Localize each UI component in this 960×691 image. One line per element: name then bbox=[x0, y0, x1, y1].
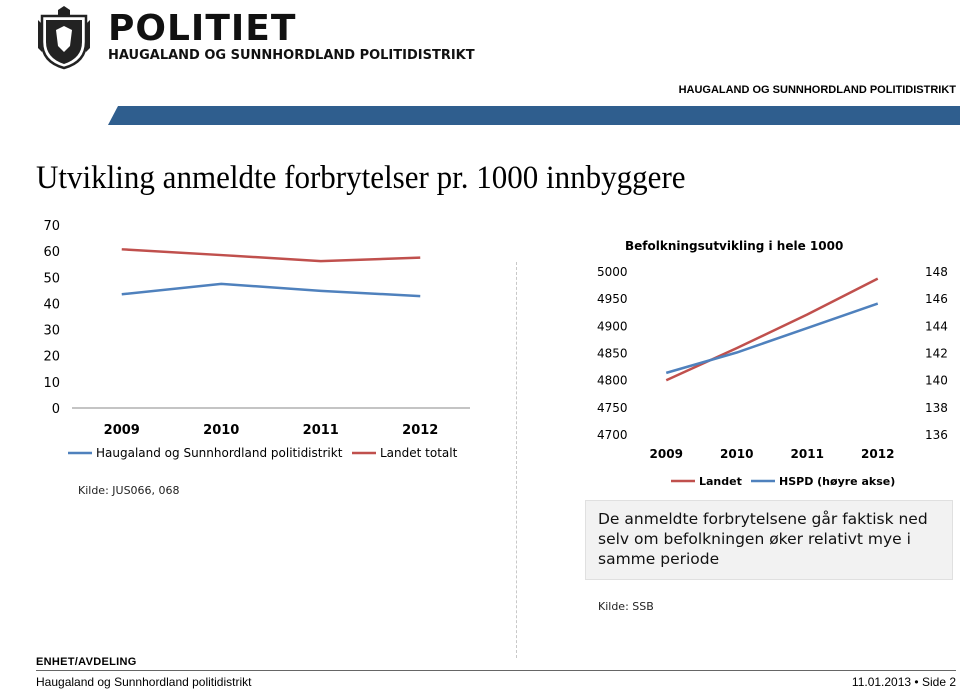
header-band bbox=[0, 106, 960, 125]
header-district-label: HAUGALAND OG SUNNHORDLAND POLITIDISTRIKT bbox=[678, 84, 956, 96]
y-tick-label: 20 bbox=[43, 349, 60, 365]
x-tick-label: 2012 bbox=[861, 447, 895, 461]
y-tick-label: 50 bbox=[43, 271, 60, 287]
population-chart bbox=[585, 228, 960, 490]
legend-label: Landet bbox=[699, 475, 742, 488]
y-tick-label: 4700 bbox=[597, 428, 628, 442]
y-tick-label: 5000 bbox=[597, 265, 628, 279]
page-title: Utvikling anmeldte forbrytelser pr. 1000 innbyggere bbox=[36, 160, 686, 196]
x-tick-label: 2010 bbox=[720, 447, 754, 461]
footer-org: Haugaland og Sunnhordland politidistrikt bbox=[36, 675, 252, 689]
y2-tick-label: 144 bbox=[925, 319, 948, 334]
explanation-box bbox=[585, 500, 953, 580]
series-line bbox=[122, 284, 421, 296]
footer-divider bbox=[36, 670, 956, 671]
crime-rate-chart bbox=[30, 215, 470, 475]
y-tick-label: 0 bbox=[51, 402, 60, 417]
y2-tick-label: 136 bbox=[925, 428, 948, 442]
police-crest-logo bbox=[36, 6, 92, 70]
y-tick-label: 10 bbox=[43, 375, 60, 391]
logo-subtitle: HAUGALAND OG SUNNHORDLAND POLITIDISTRIKT bbox=[108, 48, 475, 63]
y2-tick-label: 148 bbox=[925, 265, 948, 279]
y2-tick-label: 146 bbox=[925, 292, 948, 307]
source-left: Kilde: JUS066, 068 bbox=[78, 484, 180, 497]
legend-label: Haugaland og Sunnhordland politidistrikt bbox=[96, 446, 343, 460]
footer-date: 11.01.2013 bbox=[851, 675, 912, 689]
logo-title: POLITIET bbox=[108, 8, 297, 49]
legend-label: Landet totalt bbox=[380, 446, 458, 460]
series-line bbox=[666, 304, 878, 373]
y-tick-label: 4900 bbox=[597, 319, 628, 334]
x-tick-label: 2010 bbox=[203, 423, 240, 438]
legend-label: HSPD (høyre akse) bbox=[779, 475, 896, 488]
y-tick-label: 4850 bbox=[597, 346, 628, 361]
source-right: Kilde: SSB bbox=[598, 600, 654, 613]
series-line bbox=[122, 249, 421, 261]
footer-unit: ENHET/AVDELING bbox=[36, 656, 137, 668]
footer-separator: • bbox=[914, 675, 919, 689]
y-tick-label: 4950 bbox=[597, 292, 628, 307]
x-tick-label: 2012 bbox=[402, 423, 439, 438]
x-tick-label: 2011 bbox=[302, 423, 339, 438]
footer-page-info bbox=[852, 675, 956, 689]
divider-line bbox=[516, 262, 517, 658]
y-tick-label: 4800 bbox=[597, 373, 628, 388]
y-tick-label: 70 bbox=[43, 219, 60, 234]
y2-tick-label: 140 bbox=[925, 373, 948, 388]
footer-page: Side 2 bbox=[921, 675, 956, 689]
y-tick-label: 4750 bbox=[597, 400, 628, 415]
chart-title: Befolkningsutvikling i hele 1000 bbox=[625, 239, 844, 253]
y2-tick-label: 138 bbox=[925, 400, 948, 415]
x-tick-label: 2009 bbox=[103, 423, 140, 438]
y2-tick-label: 142 bbox=[925, 346, 948, 361]
y-tick-label: 40 bbox=[43, 297, 60, 313]
x-tick-label: 2009 bbox=[649, 447, 683, 461]
y-tick-label: 30 bbox=[43, 323, 60, 339]
x-tick-label: 2011 bbox=[790, 447, 824, 461]
explanation-text: De anmeldte forbrytelsene går faktisk ned selv om befolkningen øker relativt mye i samme periode bbox=[598, 510, 928, 568]
y-tick-label: 60 bbox=[43, 245, 60, 261]
